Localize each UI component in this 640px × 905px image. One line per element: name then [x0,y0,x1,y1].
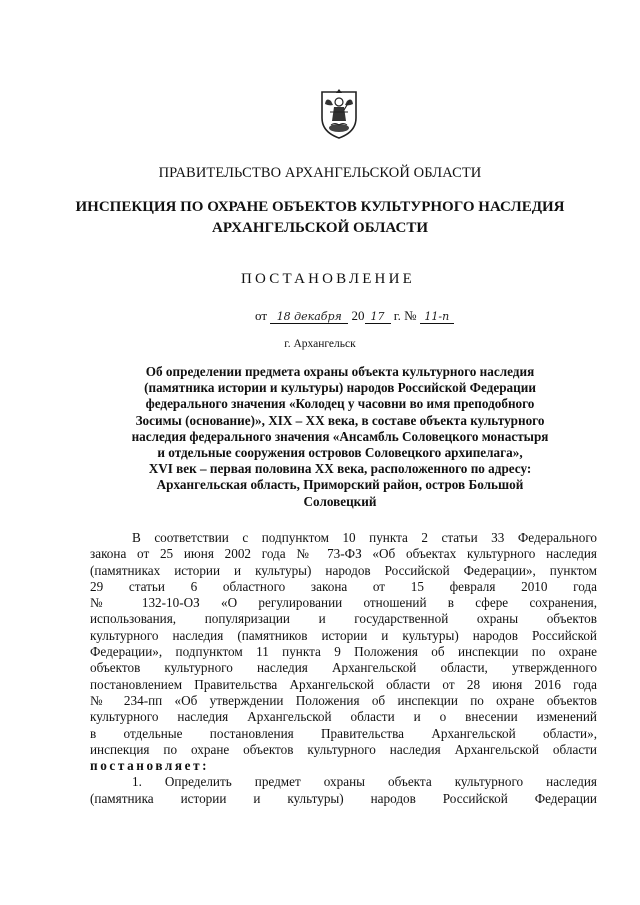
handwritten-number: 11-п [420,310,454,324]
city-name: г. Архангельск [284,338,356,350]
title-line: Зосимы (основание)», XIX – XX века, в составе объекта культурного [135,412,545,428]
title-line: и отдельные сооружения островов Соловецкого архипелага», [157,445,523,461]
body-line: использования, популяризации и государственной охраны объектов [90,611,597,627]
body-line: в отдельные постановления Правительства Архангельской области», [90,725,597,741]
handwritten-year: 17 [365,310,391,324]
title-line: федерального значения «Колодец у часовни во имя преподобного [145,396,535,412]
date-number-line [255,308,454,324]
title-line: XVI век – первая половина XX века, расположенного по адресу: [148,461,532,477]
body-line: (памятниках истории и культуры) народов Российской Федерации», пунктом [90,562,597,578]
date-prefix: от [255,308,268,323]
number-sign: № [404,308,417,323]
body-line: культурного наследия Архангельской области и о внесении изменений [90,709,597,725]
title-line: Соловецкий [303,493,377,509]
body-line: № 234-пп «Об утверждении Положения об инспекции по охране объектов [90,692,597,708]
body-paragraph [90,530,597,807]
title-line: Архангельская область, Приморский район, остров Большой [156,477,524,493]
government-name: ПРАВИТЕЛЬСТВО АРХАНГЕЛЬСКОЙ ОБЛАСТИ [158,165,482,181]
body-line: Федерации», подпунктом 11 пункта 9 Положения об инспекции по охране [90,644,597,660]
inspection-name [0,197,640,239]
year-prefix: 20 [351,308,365,323]
title-line: Об определении предмета охраны объекта культурного наследия [145,364,535,379]
inspection-name-line-1: ИНСПЕКЦИЯ ПО ОХРАНЕ ОБЪЕКТОВ КУЛЬТУРНОГО НАСЛЕДИЯ [75,199,565,215]
body-line: культурного наследия (памятников истории и культуры) народов Российской [90,627,597,643]
title-line: наследия федерального значения «Ансамбль Соловецкого монастыря [131,428,549,444]
document-title [110,364,570,510]
item-1-line: (памятника истории и культуры) народов Российской Федерации [90,790,597,806]
inspection-name-line-2: АРХАНГЕЛЬСКОЙ ОБЛАСТИ [212,220,428,236]
body-line: 29 статьи 6 областного закона от 15 февраля 2010 года [90,578,597,594]
body-line: постановлением Правительства Архангельской области от 28 июня 2016 года [90,676,597,692]
document-type-heading: ПОСТАНОВЛЕНИЕ [241,271,415,287]
resolves-word: постановляет: [90,758,210,774]
item-1-line: 1. Определить предмет охраны объекта культурного наследия [132,774,597,790]
year-word: г. [393,308,401,323]
coat-of-arms-emblem [319,88,359,140]
handwritten-date: 18 декабря [270,310,348,324]
body-line: инспекция по охране объектов культурного наследия Архангельской области [90,741,597,757]
body-line: объектов культурного наследия Архангельской области, утвержденного [90,660,597,676]
resolves-line [90,758,597,774]
body-line: № 132-10-ОЗ «О регулировании отношений в сфере сохранения, [90,595,597,611]
body-line: В соответствии с подпунктом 10 пункта 2 статьи 33 Федерального [132,530,597,545]
title-line: (памятника истории и культуры) народов Российской Федерации [144,380,536,396]
body-line: закона от 25 июня 2002 года № 73-ФЗ «Об объектах культурного наследия [90,546,597,562]
